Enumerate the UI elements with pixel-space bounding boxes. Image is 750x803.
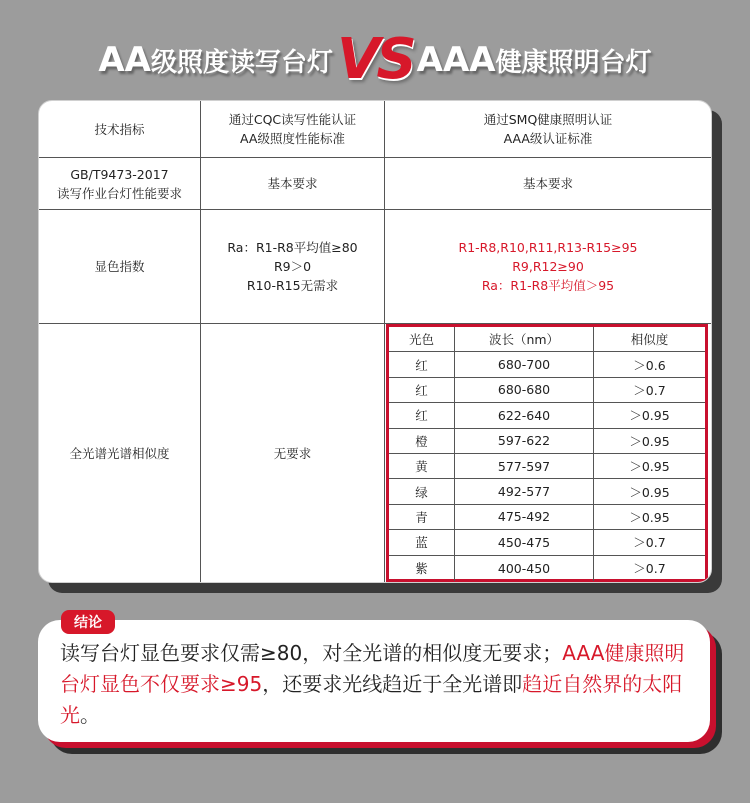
spectrum-similarity: ＞0.95: [629, 433, 670, 449]
conclusion-box: [38, 620, 710, 742]
conclusion-text-1: 读写台灯显色要求仅需≥80，对全光谱的相似度无要求；: [60, 641, 563, 665]
spectrum-header-color: 光色: [389, 327, 455, 351]
conclusion-highlight-2: 趋近自然界的太阳光: [60, 672, 683, 727]
table-row: [389, 378, 705, 403]
conclusion-text-3: 。: [80, 703, 100, 727]
spectrum-wavelength: 492-577: [455, 479, 594, 503]
spectrum-wavelength: 597-622: [455, 429, 594, 453]
spectrum-header-similarity: 相似度: [630, 332, 669, 348]
spectrum-wavelength: 622-640: [455, 403, 594, 427]
spectrum-color: 蓝: [389, 530, 455, 554]
spectrum-wavelength: 577-597: [455, 454, 594, 478]
spectrum-similarity: ＞0.7: [633, 561, 666, 577]
comparison-table: [38, 100, 712, 583]
spectrum-color: 橙: [389, 429, 455, 453]
table-row: [389, 352, 705, 377]
header-aaa: 通过SMQ健康照明认证 AAA级认证标准: [385, 101, 711, 158]
spectrum-similarity: ＞0.95: [629, 484, 670, 500]
title-left: AA级照度读写台灯: [98, 40, 333, 80]
table-row: [389, 505, 705, 530]
spectrum-wavelength: 475-492: [455, 505, 594, 529]
spectrum-wavelength: 400-450: [455, 556, 594, 581]
spectrum-similarity: ＞0.7: [633, 382, 666, 398]
spectrum-table: [386, 324, 708, 582]
spectrum-color: 黄: [389, 454, 455, 478]
table-row: [389, 479, 705, 504]
cri-aaa: R1-R8,R10,R11,R13-R15≥95 R9,R12≥90 Ra：R1-R8平均值＞95: [385, 210, 711, 324]
table-row: [389, 429, 705, 454]
conclusion-badge: 结论: [61, 610, 115, 634]
standard-aaa: 基本要求: [385, 158, 711, 210]
standard-label: GB/T9473-2017 读写作业台灯性能要求: [39, 158, 201, 210]
spectrum-wavelength: 680-700: [455, 352, 594, 376]
header-metric: 技术指标: [39, 101, 201, 158]
page-title: [0, 27, 750, 92]
header-aa: 通过CQC读写性能认证 AA级照度性能标准: [201, 101, 385, 158]
cri-aa: Ra：R1-R8平均值≥80 R9＞0 R10-R15无需求: [201, 210, 385, 324]
spectrum-aa: 无要求: [201, 324, 385, 582]
table-row: [389, 556, 705, 581]
spectrum-color: 青: [389, 505, 455, 529]
vs-logo: VS: [337, 27, 413, 92]
spectrum-color: 绿: [389, 479, 455, 503]
spectrum-similarity: ＞0.7: [633, 535, 666, 551]
spectrum-color: 红: [389, 352, 455, 376]
spectrum-similarity: ＞0.95: [629, 408, 670, 424]
cri-label: 显色指数: [39, 210, 201, 324]
spectrum-color: 红: [389, 403, 455, 427]
table-row: [389, 530, 705, 555]
spectrum-header-wavelength: 波长（nm）: [455, 327, 594, 351]
spectrum-similarity: ＞0.95: [629, 509, 670, 525]
spectrum-header-row: [389, 327, 705, 352]
spectrum-similarity: ＞0.6: [633, 357, 666, 373]
standard-aa: 基本要求: [201, 158, 385, 210]
spectrum-label: 全光谱光谱相似度: [39, 324, 201, 582]
table-row: [389, 454, 705, 479]
conclusion-text-2: ，还要求光线趋近于全光谱即: [262, 672, 523, 696]
spectrum-color: 红: [389, 378, 455, 402]
conclusion-highlight-1: AAA健康照明台灯显色不仅要求≥95: [60, 641, 685, 696]
spectrum-similarity: ＞0.95: [629, 459, 670, 475]
table-row: [389, 403, 705, 428]
spectrum-wavelength: 450-475: [455, 530, 594, 554]
title-right: AAA健康照明台灯: [416, 40, 652, 80]
spectrum-color: 紫: [389, 556, 455, 581]
spectrum-wavelength: 680-680: [455, 378, 594, 402]
